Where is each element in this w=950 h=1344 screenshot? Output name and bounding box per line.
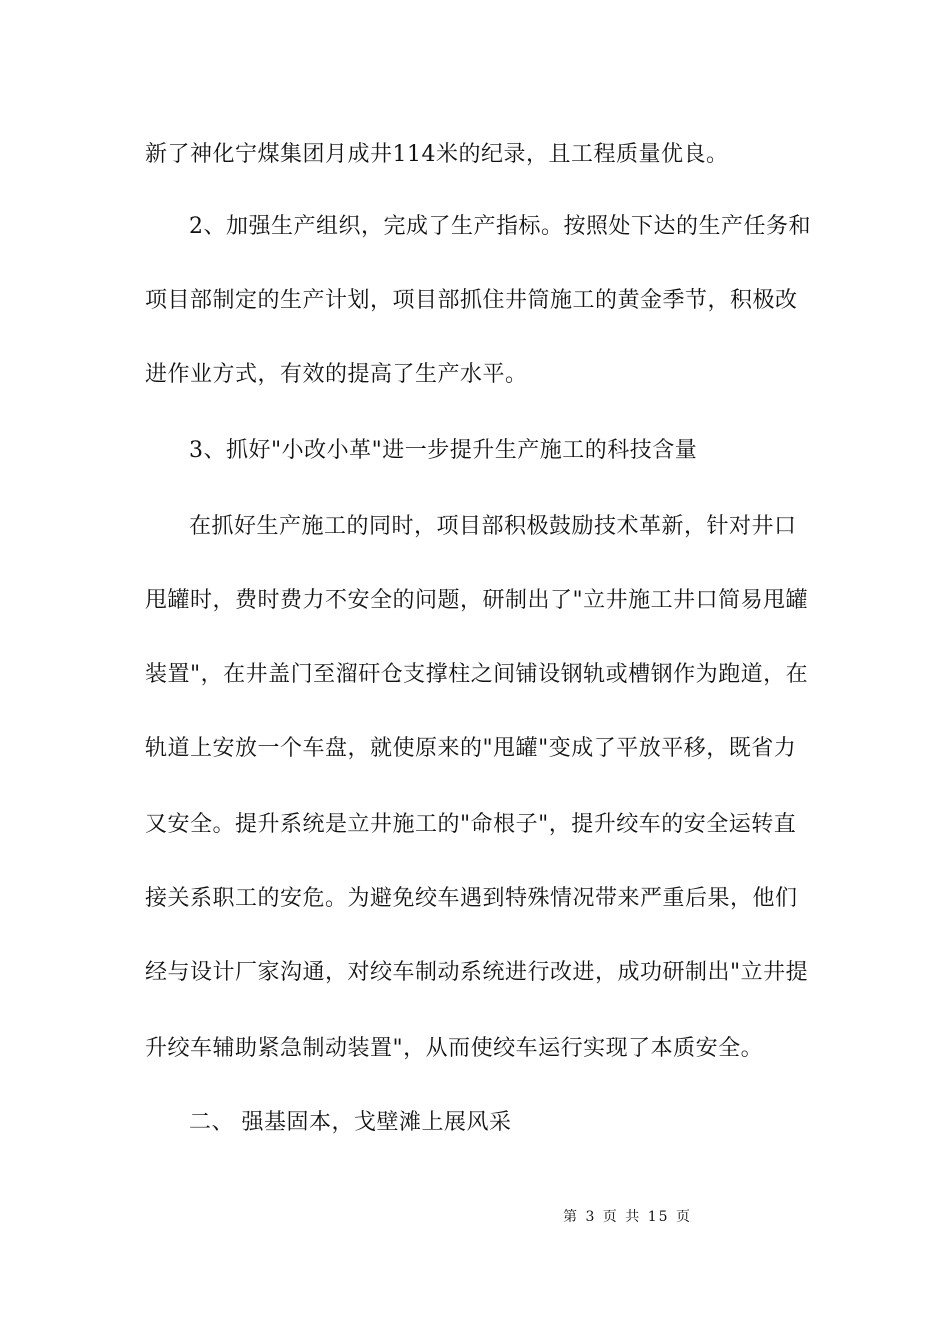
text-line-6: 在抓好生产施工的同时，项目部积极鼓励技术革新，针对井口 bbox=[189, 514, 797, 539]
text-line-11: 接关系职工的安危。为避免绞车遇到特殊情况带来严重后果，他们 bbox=[145, 886, 798, 911]
text-line-13: 升绞车辅助紧急制动装置"，从而使绞车运行实现了本质安全。 bbox=[145, 1036, 764, 1061]
text-line-1: 新了神化宁煤集团月成井114米的纪录，且工程质量优良。 bbox=[145, 142, 729, 167]
page-number-footer: 第 3 页 共 15 页 bbox=[563, 1209, 692, 1225]
text-line-12: 经与设计厂家沟通，对绞车制动系统进行改进，成功研制出"立井提 bbox=[145, 960, 809, 985]
text-line-8: 装置"，在井盖门至溜矸仓支撑柱之间铺设钢轨或槽钢作为跑道，在 bbox=[145, 662, 809, 687]
text-line-10: 又安全。提升系统是立井施工的"命根子"，提升绞车的安全运转直 bbox=[145, 812, 797, 837]
text-line-3: 项目部制定的生产计划，项目部抓住井筒施工的黄金季节，积极改 bbox=[145, 288, 798, 313]
text-line-7: 甩罐时，费时费力不安全的问题，研制出了"立井施工井口简易甩罐 bbox=[145, 588, 809, 613]
text-line-2: 2、加强生产组织，完成了生产指标。按照处下达的生产任务和 bbox=[189, 214, 811, 239]
text-line-9: 轨道上安放一个车盘，就使原来的"甩罐"变成了平放平移，既省力 bbox=[145, 736, 797, 761]
text-line-4: 进作业方式，有效的提高了生产水平。 bbox=[145, 362, 528, 387]
section-heading: 二、 强基固本，戈壁滩上展风采 bbox=[189, 1110, 512, 1135]
text-line-5: 3、抓好"小改小革"进一步提升生产施工的科技含量 bbox=[189, 438, 698, 463]
